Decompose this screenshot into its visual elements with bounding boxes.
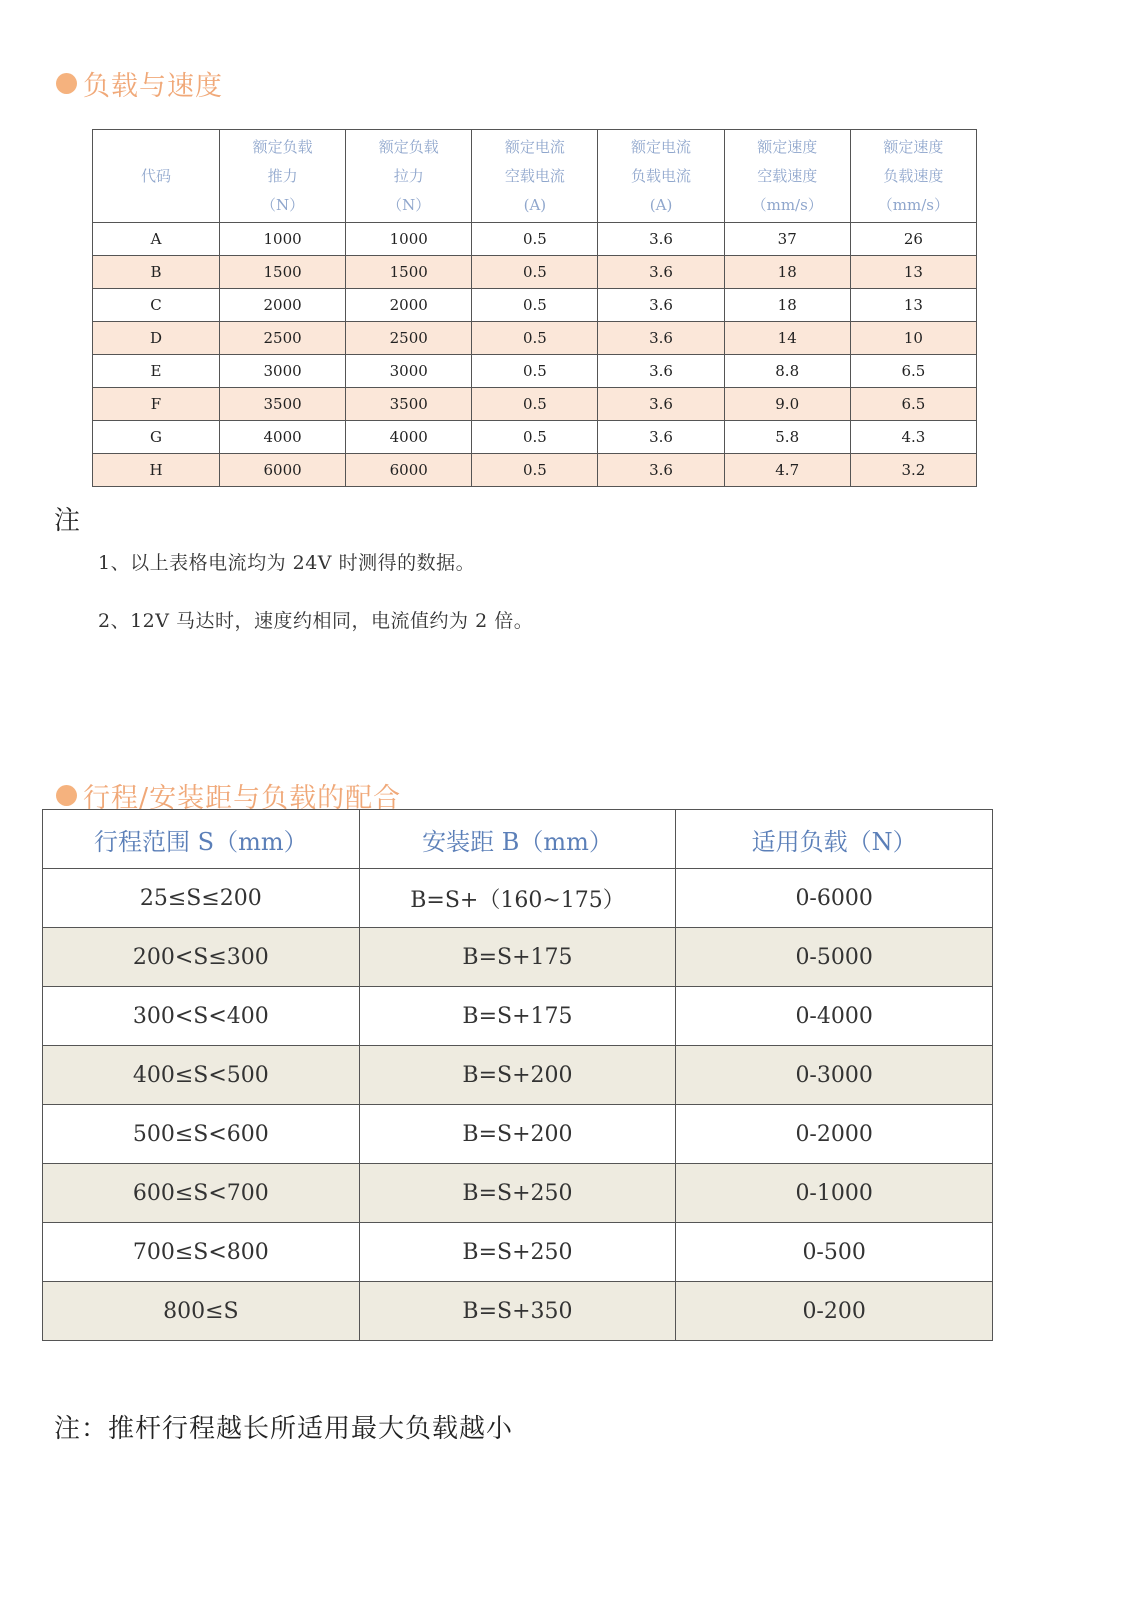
- table-cell: F: [93, 388, 220, 421]
- header-stroke-range: 行程范围 S（mm）: [43, 810, 360, 869]
- table-cell: 0-4000: [676, 987, 993, 1046]
- table-cell: 13: [850, 289, 976, 322]
- table-cell: 3.6: [598, 454, 724, 487]
- table-cell: H: [93, 454, 220, 487]
- table-cell: 3500: [346, 388, 472, 421]
- table-cell: 10: [850, 322, 976, 355]
- table-cell: 4000: [346, 421, 472, 454]
- table-cell: 3.6: [598, 388, 724, 421]
- table-cell: 0-6000: [676, 869, 993, 928]
- header-install-distance: 安装距 B（mm）: [359, 810, 676, 869]
- table-cell: 400≤S<500: [43, 1046, 360, 1105]
- footer-note: 注：推杆行程越长所适用最大负载越小: [54, 1414, 514, 1444]
- table-cell: 0.5: [472, 355, 598, 388]
- table-cell: A: [93, 223, 220, 256]
- table-cell: 3.6: [598, 289, 724, 322]
- table-row: [93, 289, 977, 322]
- table-cell: 6.5: [850, 388, 976, 421]
- note-line-1: 1、以上表格电流均为 24V 时测得的数据。: [98, 552, 476, 574]
- header-noload-speed: 额定速度 空载速度 （mm/s）: [724, 130, 850, 223]
- table-cell: 0.5: [472, 322, 598, 355]
- table-cell: 37: [724, 223, 850, 256]
- table-cell: 3.6: [598, 355, 724, 388]
- table-cell: 700≤S<800: [43, 1223, 360, 1282]
- table-cell: 0-500: [676, 1223, 993, 1282]
- table-cell: 300<S<400: [43, 987, 360, 1046]
- table-row: [43, 987, 993, 1046]
- table-row: [43, 1223, 993, 1282]
- table-cell: 6000: [346, 454, 472, 487]
- table-cell: B=S+175: [359, 928, 676, 987]
- table-cell: D: [93, 322, 220, 355]
- section-title-text: 行程/安装距与负载的配合: [83, 783, 402, 814]
- table-cell: 3000: [346, 355, 472, 388]
- table-cell: B=S+（160~175）: [359, 869, 676, 928]
- table-cell: 800≤S: [43, 1282, 360, 1341]
- table-row: [43, 1164, 993, 1223]
- table-cell: 3000: [220, 355, 346, 388]
- table-cell: 9.0: [724, 388, 850, 421]
- note-line-2: 2、12V 马达时，速度约相同，电流值约为 2 倍。: [98, 610, 534, 632]
- table-cell: 8.8: [724, 355, 850, 388]
- table-row: [93, 388, 977, 421]
- table-cell: 0.5: [472, 289, 598, 322]
- bullet-dot-icon: [56, 785, 77, 806]
- table-cell: 600≤S<700: [43, 1164, 360, 1223]
- table-cell: 4.3: [850, 421, 976, 454]
- table-cell: 6.5: [850, 355, 976, 388]
- table-cell: 2500: [220, 322, 346, 355]
- table-cell: 0.5: [472, 223, 598, 256]
- header-code: 代码: [93, 130, 220, 223]
- table-cell: 0-5000: [676, 928, 993, 987]
- table-cell: B=S+250: [359, 1223, 676, 1282]
- table-row: [43, 928, 993, 987]
- table-cell: B=S+200: [359, 1105, 676, 1164]
- table-cell: 3.6: [598, 421, 724, 454]
- table-cell: 2000: [346, 289, 472, 322]
- table-cell: 25≤S≤200: [43, 869, 360, 928]
- table-cell: 3.6: [598, 322, 724, 355]
- table-cell: 0.5: [472, 256, 598, 289]
- table-row: [43, 869, 993, 928]
- table-cell: B=S+350: [359, 1282, 676, 1341]
- header-noload-current: 额定电流 空载电流 (A): [472, 130, 598, 223]
- table-row: [93, 421, 977, 454]
- table-cell: G: [93, 421, 220, 454]
- table-cell: 2500: [346, 322, 472, 355]
- table-cell: 1500: [346, 256, 472, 289]
- table-cell: 26: [850, 223, 976, 256]
- header-load-current: 额定电流 负载电流 (A): [598, 130, 724, 223]
- table-row: [43, 1105, 993, 1164]
- table-cell: 4.7: [724, 454, 850, 487]
- table-cell: 13: [850, 256, 976, 289]
- table-row: [43, 1282, 993, 1341]
- header-load-speed: 额定速度 负载速度 （mm/s）: [850, 130, 976, 223]
- table-row: [93, 355, 977, 388]
- table-cell: 0-2000: [676, 1105, 993, 1164]
- table-cell: 3500: [220, 388, 346, 421]
- table-cell: 2000: [220, 289, 346, 322]
- bullet-dot-icon: [56, 73, 77, 94]
- table-cell: B=S+175: [359, 987, 676, 1046]
- table-cell: 0-1000: [676, 1164, 993, 1223]
- table-cell: 5.8: [724, 421, 850, 454]
- table-cell: 3.2: [850, 454, 976, 487]
- stroke-load-table: [42, 809, 993, 1341]
- table-cell: 1500: [220, 256, 346, 289]
- table-cell: E: [93, 355, 220, 388]
- table-cell: 0.5: [472, 388, 598, 421]
- table-cell: 0.5: [472, 454, 598, 487]
- table-row: [93, 256, 977, 289]
- table-cell: 0-3000: [676, 1046, 993, 1105]
- table-cell: 1000: [346, 223, 472, 256]
- table-cell: 200<S≤300: [43, 928, 360, 987]
- header-rated-pull: 额定负载 拉力 （N）: [346, 130, 472, 223]
- table-cell: 0-200: [676, 1282, 993, 1341]
- table-cell: 18: [724, 289, 850, 322]
- table-row: [43, 1046, 993, 1105]
- table-cell: B=S+250: [359, 1164, 676, 1223]
- table-cell: 3.6: [598, 223, 724, 256]
- header-applicable-load: 适用负载（N）: [676, 810, 993, 869]
- table-cell: 4000: [220, 421, 346, 454]
- table-cell: 0.5: [472, 421, 598, 454]
- table-cell: 1000: [220, 223, 346, 256]
- table-cell: 14: [724, 322, 850, 355]
- table-cell: 6000: [220, 454, 346, 487]
- table-row: [93, 223, 977, 256]
- section-title-load-speed: [56, 64, 223, 103]
- table-row: [93, 322, 977, 355]
- note-heading: 注: [54, 506, 81, 536]
- table-header-row: [43, 810, 993, 869]
- table-cell: 500≤S<600: [43, 1105, 360, 1164]
- table-header-row: [93, 130, 977, 223]
- section-title-text: 负载与速度: [83, 71, 223, 102]
- table-cell: 3.6: [598, 256, 724, 289]
- header-rated-push: 额定负载 推力 （N）: [220, 130, 346, 223]
- table-cell: B=S+200: [359, 1046, 676, 1105]
- table-cell: C: [93, 289, 220, 322]
- table-cell: B: [93, 256, 220, 289]
- table-cell: 18: [724, 256, 850, 289]
- table-row: [93, 454, 977, 487]
- load-speed-table: [92, 129, 977, 487]
